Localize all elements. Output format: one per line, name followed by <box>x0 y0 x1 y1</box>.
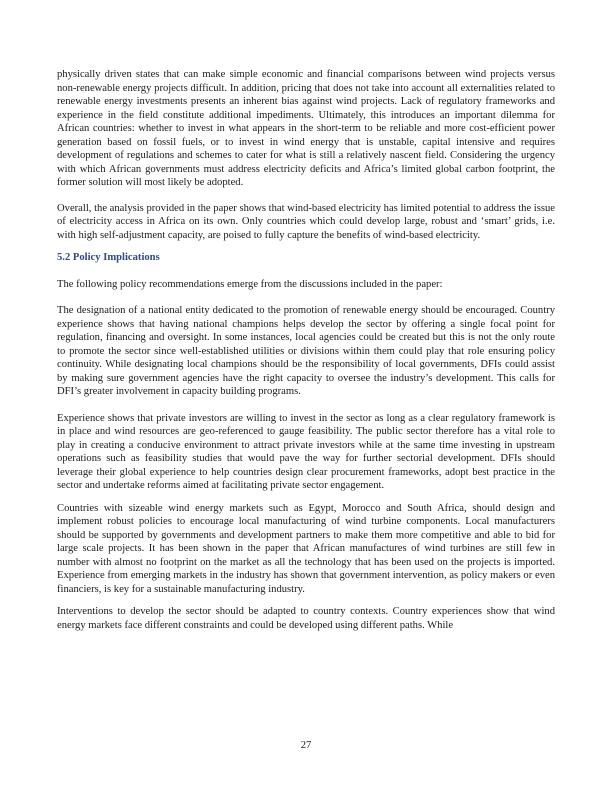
paragraph-country-contexts: Interventions to develop the sector should be adapted to country contexts. Country experiences show that wind energy markets face different constraints and could be developed using different paths. While <box>57 606 555 631</box>
paragraph-private-investors: Experience shows that private investors are willing to invest in the sector as long as a clear regulatory framework is in place and wind resources are geo-referenced to gauge feasibility. The public sector therefore has a vital role to play in creating a conducive environment to attract private investors while at the same time investing in upstream operations such as feasibility studies that would pave the way for further sectorial development. DFIs should leverage their global experience to help countries design clear procurement frameworks, adopt best practice in the sector and undertake reforms aimed at facilitating private sector engagement. <box>57 412 555 491</box>
paragraph-dilemma: physically driven states that can make simple economic and financial comparisons between wind projects versus non-renewable energy projects difficult. In addition, pricing that does not take into account all externalities related to renewable energy investments presents an inherent bias against wind projects. Lack of regulatory frameworks and experience in the field constitute additional impediments. Ultimately, this introduces an important dilemma for African countries: whether to invest in what appears in the short-term to be reliable and more cost-efficient power generation based on fossil fuels, or to invest in wind energy that is unstable, capital intensive and requires development of regulations and schemes to cater for what is still a relatively nascent field. Considering the urgency with which African governments must address electricity deficits and Africa’s limited global carbon footprint, the former solution will most likely be adopted. <box>57 69 555 188</box>
paragraph-national-entity: The designation of a national entity dedicated to the promotion of renewable energy should be encouraged. Country experience shows that having national champions helps develop the sector by offering a single focal point for regulation, financing and oversight. In some instances, local agencies could be created but this is not the only route to promote the sector since well-established utilities or divisions within them could play that role ensuring policy continuity. While designating local champions should be the responsibility of local governments, DFIs could assist by making sure government agencies have the right capacity to oversee the industry’s development. This calls for DFI’s greater involvement in capacity building programs. <box>57 305 555 397</box>
page-number: 27 <box>300 740 312 751</box>
page-body <box>57 68 555 632</box>
section-heading: 5.2 Policy Implications <box>57 252 160 263</box>
paragraph-local-manufacturing: Countries with sizeable wind energy markets such as Egypt, Morocco and South Africa, should design and implement robust policies to encourage local manufacturing of wind turbine components. Local manufacturers should be supported by governments and development partners to make them more competitive and able to bid for large scale projects. It has been shown in the paper that African manufactures of wind turbines are still few in number with almost no footprint on the market as all the technology that has been used on the projects is imported. Experience from emerging markets in the industry has shown that government intervention, as policy makers or even financiers, is key for a sustainable manufacturing industry. <box>57 502 555 595</box>
paragraph-overall-analysis: Overall, the analysis provided in the paper shows that wind-based electricity has limited potential to address the issue of electricity access in Africa on its own. Only countries which could develop large, robust and ‘smart’ grids, i.e. with high self-adjustment capacity, are poised to fully capture the benefits of wind-based electricity. <box>57 202 555 241</box>
paragraph-recommendations-intro: The following policy recommendations emerge from the discussions included in the paper: <box>57 278 443 290</box>
